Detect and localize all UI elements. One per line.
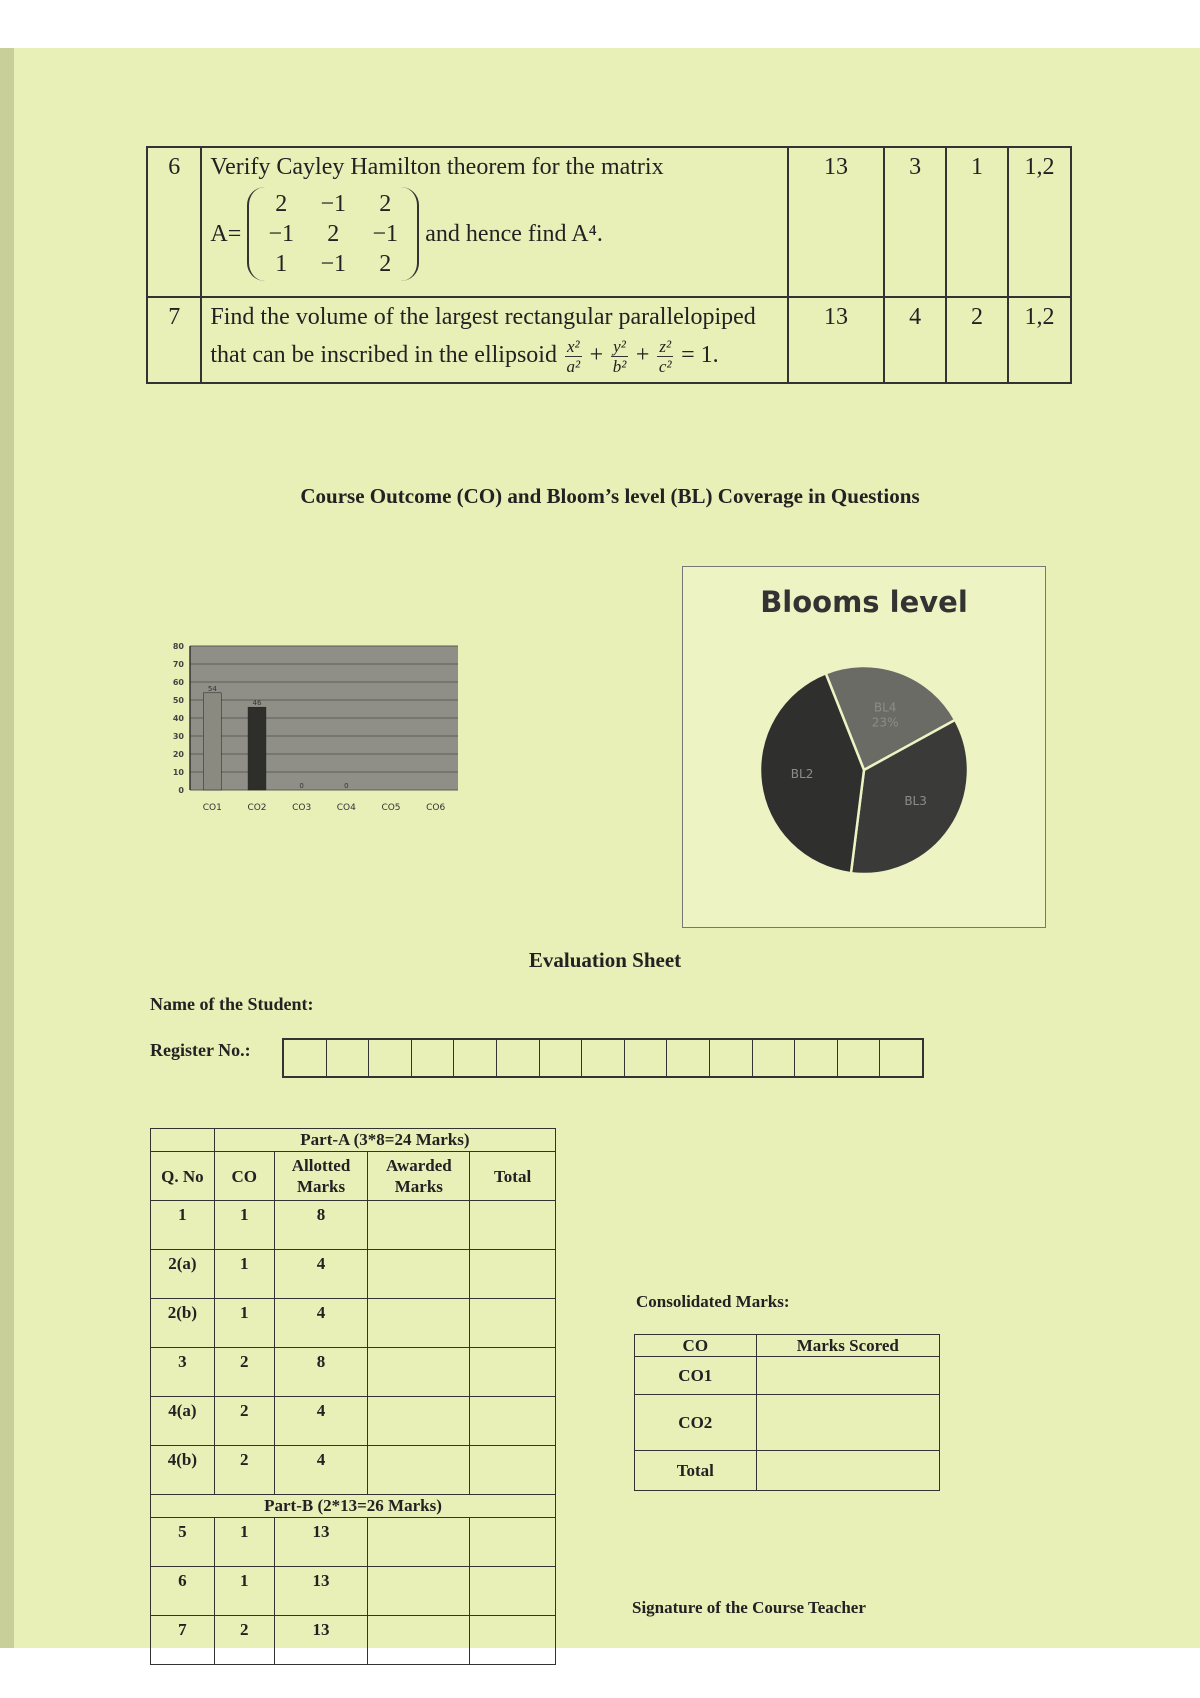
coverage-title: Course Outcome (CO) and Bloom’s level (BL) Coverage in Questions [300,484,920,508]
fraction-denominator: b² [612,357,627,376]
awarded-marks-cell[interactable] [368,1201,470,1250]
table-row [151,1201,556,1250]
matrix-cell: 1 [275,251,288,277]
qno-cell: 2(b) [151,1299,215,1348]
qno-cell: 4(b) [151,1446,215,1495]
paper-edge-shadow [0,48,14,1648]
question-col5: 1,2 [1008,147,1071,297]
qno-cell: 1 [151,1201,215,1250]
header-qno: Q. No [151,1152,215,1201]
question-row [147,297,1071,383]
co-cell: 1 [214,1250,274,1299]
co-cell: 1 [214,1299,274,1348]
blooms-pie-chart-box [682,566,1046,928]
register-number-boxes[interactable] [282,1038,924,1078]
table-row [151,1446,556,1495]
qno-cell: 7 [151,1616,215,1665]
awarded-marks-cell[interactable] [368,1397,470,1446]
ellipsoid-line [210,337,778,376]
register-digit-box[interactable] [369,1040,412,1076]
table-row [151,1567,556,1616]
matrix-cell: −1 [268,221,295,247]
register-digit-box[interactable] [753,1040,796,1076]
register-digit-box[interactable] [710,1040,753,1076]
allotted-marks-cell: 13 [274,1567,368,1616]
awarded-marks-cell[interactable] [368,1616,470,1665]
co-cell: 1 [214,1201,274,1250]
matrix-prefix: A= [210,220,242,247]
co-cell: CO1 [635,1357,757,1395]
allotted-marks-cell: 4 [274,1250,368,1299]
co-bar-chart [168,636,468,822]
question-row [147,147,1071,297]
question-line: and hence find A⁴. [425,220,603,247]
total-cell[interactable] [470,1397,556,1446]
total-cell[interactable] [470,1518,556,1567]
bar-co2 [248,707,266,790]
total-cell[interactable] [470,1446,556,1495]
question-col4: 2 [946,297,1008,383]
header-marks-scored: Marks Scored [756,1335,939,1357]
question-col3: 4 [884,297,946,383]
matrix-cell: 2 [379,251,392,277]
table-row [151,1348,556,1397]
table-row [151,1250,556,1299]
awarded-marks-cell[interactable] [368,1348,470,1397]
question-text [201,297,787,383]
fraction-numerator: x² [566,337,580,356]
co-cell: 2 [214,1446,274,1495]
register-digit-box[interactable] [412,1040,455,1076]
x-tick-label: CO3 [292,803,312,813]
register-digit-box[interactable] [327,1040,370,1076]
data-label: 0 [344,782,349,790]
blooms-pie-chart [753,659,975,881]
register-digit-box[interactable] [795,1040,838,1076]
question-line: Find the volume of the largest rectangular parallelopiped [210,304,756,330]
allotted-marks-cell: 13 [274,1616,368,1665]
allotted-marks-cell: 13 [274,1518,368,1567]
register-digit-box[interactable] [625,1040,668,1076]
register-digit-box[interactable] [582,1040,625,1076]
x-tick-label: CO6 [426,803,446,813]
header-awarded: Awarded Marks [368,1152,470,1201]
consolidated-marks-table [634,1334,940,1491]
awarded-marks-cell[interactable] [368,1518,470,1567]
course-teacher-signature-label: Signature of the Course Teacher [632,1598,866,1617]
header-co: CO [214,1152,274,1201]
question-number: 6 [147,147,201,297]
total-cell[interactable] [470,1201,556,1250]
data-label: 54 [207,684,217,693]
allotted-marks-cell: 8 [274,1348,368,1397]
total-cell[interactable] [470,1567,556,1616]
qno-cell: 4(a) [151,1397,215,1446]
plus-sign: + [589,342,604,369]
part-a-label: Part-A (3*8=24 Marks) [214,1129,555,1152]
matrix-cell: −1 [320,191,347,217]
question-marks: 13 [788,147,884,297]
y-tick-label: 10 [172,768,184,777]
fraction [565,337,582,376]
fraction-denominator: c² [658,357,672,376]
question-number: 7 [147,297,201,383]
y-tick-label: 80 [172,642,184,651]
matrix-cell: 2 [275,191,288,217]
data-label: 0 [299,782,304,790]
plus-sign: + [635,342,650,369]
co-cell: 2 [214,1348,274,1397]
pie-slice-label: BL3 [904,794,927,809]
question-text [201,147,787,297]
total-cell[interactable] [470,1250,556,1299]
y-tick-label: 0 [178,786,184,795]
y-tick-label: 50 [172,696,184,705]
co-cell: 2 [214,1616,274,1665]
table-row [151,1616,556,1665]
question-col3: 3 [884,147,946,297]
table-row [635,1357,940,1395]
x-tick-label: CO4 [336,803,356,813]
equals-one: = 1. [681,342,719,369]
pie-slice-label: BL2 [790,766,814,781]
matrix-line [210,187,778,281]
question-line: Verify Cayley Hamilton theorem for the matrix [210,154,664,180]
matrix-cell: −1 [320,251,347,277]
co-cell: 1 [214,1567,274,1616]
y-tick-label: 40 [172,714,184,723]
part-b-label: Part-B (2*13=26 Marks) [151,1495,556,1518]
register-digit-box[interactable] [838,1040,881,1076]
student-name-label: Name of the Student: [150,994,314,1014]
fraction-numerator: y² [613,337,626,356]
x-tick-label: CO5 [381,803,401,813]
matrix-cell: 2 [379,191,392,217]
awarded-marks-cell[interactable] [368,1250,470,1299]
co-cell: CO2 [635,1395,757,1451]
register-digit-box[interactable] [540,1040,583,1076]
evaluation-title: Evaluation Sheet [528,948,682,972]
fraction [657,337,673,376]
register-digit-box[interactable] [284,1040,327,1076]
allotted-marks-cell: 4 [274,1299,368,1348]
header-co: CO [635,1335,757,1357]
y-tick-label: 60 [172,678,184,687]
x-tick-label: CO2 [247,803,267,813]
qno-cell: 6 [151,1567,215,1616]
matrix-cell: −1 [372,221,399,247]
question-table [146,146,1072,384]
register-digit-box[interactable] [880,1040,922,1076]
matrix [247,187,419,281]
question-marks: 13 [788,297,884,383]
awarded-marks-cell[interactable] [368,1299,470,1348]
question-line: that can be inscribed in the ellipsoid [210,342,557,369]
y-tick-label: 20 [172,750,184,759]
data-label: 46 [252,699,262,708]
table-row [635,1395,940,1451]
fraction-numerator: z² [659,337,672,356]
y-tick-label: 70 [172,660,184,669]
qno-cell: 5 [151,1518,215,1567]
co-cell: 1 [214,1518,274,1567]
table-row [151,1299,556,1348]
marks-scored-cell[interactable] [756,1357,939,1395]
total-cell[interactable] [470,1299,556,1348]
pie-slice-label: 23% [871,715,899,730]
register-number-label: Register No.: [150,1040,251,1060]
header-allotted: Allotted Marks [274,1152,368,1201]
allotted-marks-cell: 4 [274,1397,368,1446]
marks-table [150,1128,556,1665]
paper-sheet [0,48,1200,1648]
consolidated-marks-label: Consolidated Marks: [636,1292,790,1311]
question-col4: 1 [946,147,1008,297]
blank-cell [151,1129,215,1152]
qno-cell: 3 [151,1348,215,1397]
register-digit-box[interactable] [667,1040,710,1076]
table-row [151,1397,556,1446]
awarded-marks-cell[interactable] [368,1567,470,1616]
total-cell[interactable] [470,1348,556,1397]
marks-scored-cell[interactable] [756,1395,939,1451]
x-tick-label: CO1 [202,803,222,813]
question-col5: 1,2 [1008,297,1071,383]
register-digit-box[interactable] [454,1040,497,1076]
marks-scored-cell[interactable] [756,1451,939,1491]
header-total: Total [470,1152,556,1201]
allotted-marks-cell: 4 [274,1446,368,1495]
fraction [611,337,628,376]
bar-co1 [203,693,221,790]
co-cell: 2 [214,1397,274,1446]
table-row [151,1518,556,1567]
qno-cell: 2(a) [151,1250,215,1299]
matrix-cell: 2 [327,221,340,247]
y-tick-label: 30 [172,732,184,741]
register-digit-box[interactable] [497,1040,540,1076]
co-cell: Total [635,1451,757,1491]
total-cell[interactable] [470,1616,556,1665]
allotted-marks-cell: 8 [274,1201,368,1250]
pie-chart-title: Blooms level [760,585,968,619]
pie-slice-label: BL4 [873,700,897,715]
table-row [635,1451,940,1491]
fraction-denominator: a² [566,357,581,376]
awarded-marks-cell[interactable] [368,1446,470,1495]
